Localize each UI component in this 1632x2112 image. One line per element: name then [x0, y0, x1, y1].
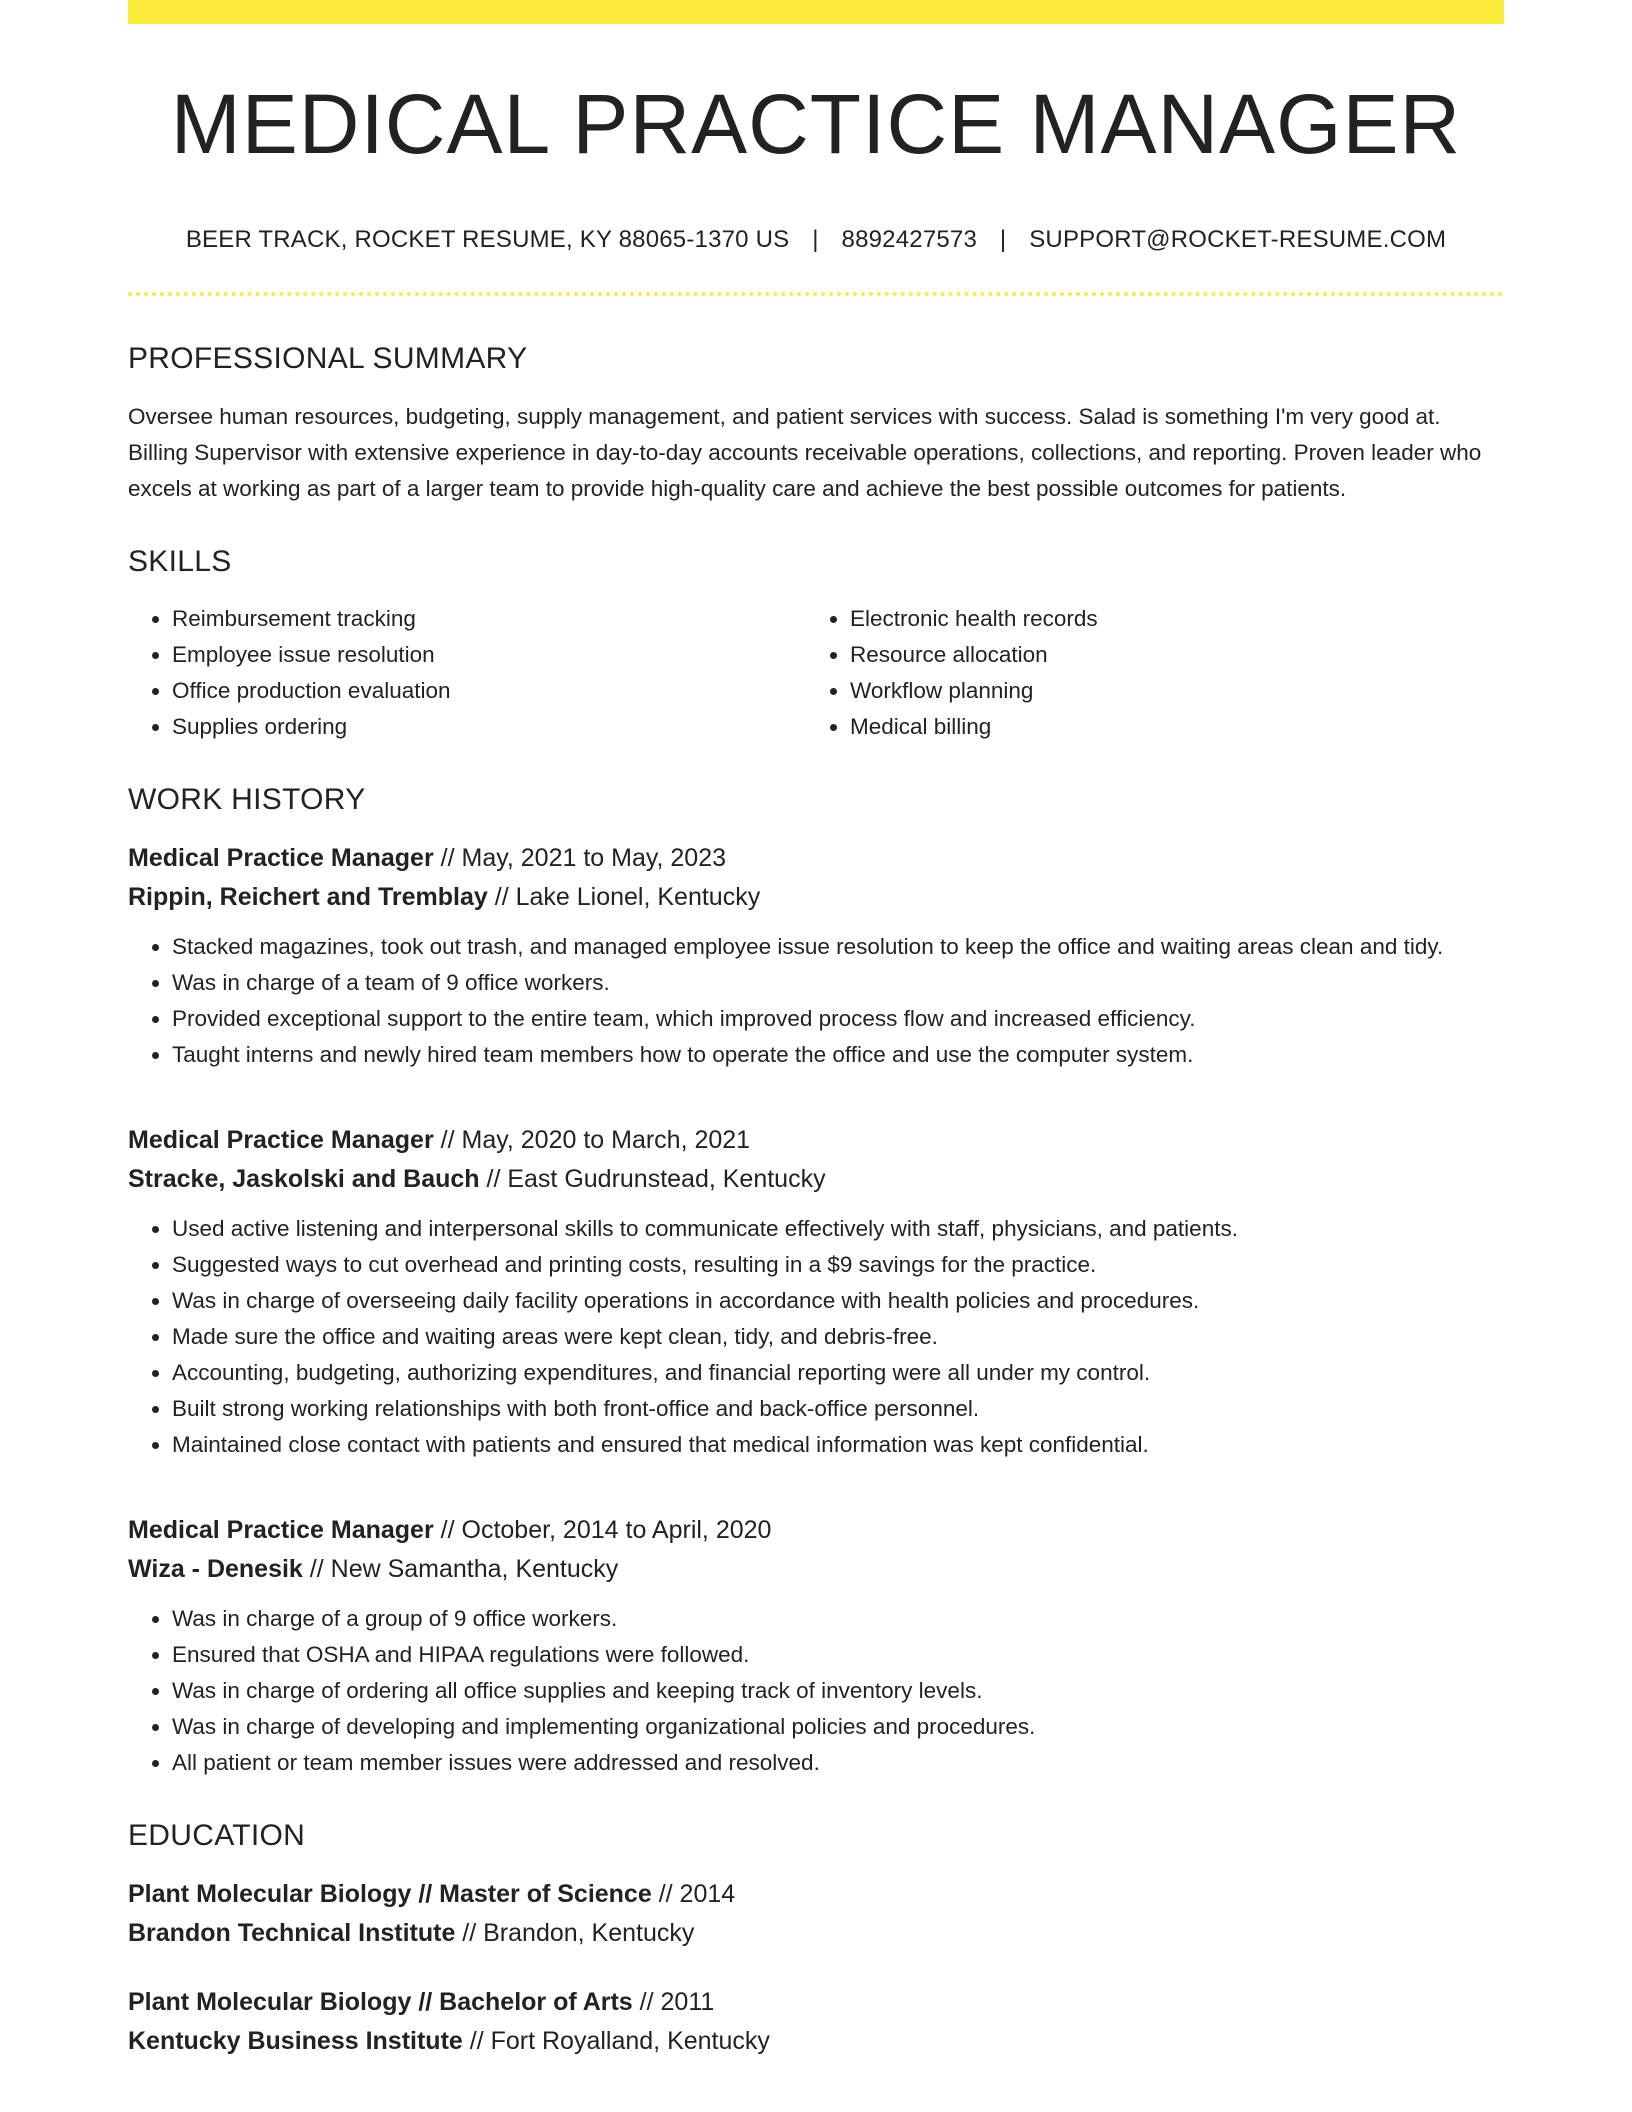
job-company-line — [128, 1550, 1504, 1589]
education-degree-line — [128, 1983, 1504, 2022]
skills-list — [128, 601, 1504, 745]
job-bullet: • Maintained close contact with patients and ensured that medical information was kept confidential. — [172, 1427, 1504, 1463]
resume-name: MEDICAL PRACTICE MANAGER — [170, 77, 1462, 171]
education-degree: Plant Molecular Biology // Bachelor of Arts — [128, 1988, 633, 2016]
skills-heading: SKILLS — [128, 545, 232, 578]
job-company: Stracke, Jaskolski and Bauch — [128, 1165, 480, 1193]
contact-separator: | — [812, 226, 819, 253]
job-bullets — [128, 929, 1504, 1073]
accent-bar — [128, 0, 1504, 24]
header-divider — [128, 292, 1504, 296]
skills-column-left — [128, 601, 806, 745]
job-bullet: • Made sure the office and waiting areas were kept clean, tidy, and debris-free. — [172, 1319, 1504, 1355]
job-title-line — [128, 839, 1504, 878]
job-title-line — [128, 1121, 1504, 1160]
education-degree: Plant Molecular Biology // Master of Science — [128, 1880, 652, 1908]
education-entry — [128, 1875, 1504, 1953]
skill-item: • Supplies ordering — [172, 709, 806, 745]
job-dates: // May, 2021 to May, 2023 — [440, 844, 726, 872]
job-bullet: • Accounting, budgeting, authorizing expenditures, and financial reporting were all under my control. — [172, 1355, 1504, 1391]
education-school: Kentucky Business Institute — [128, 2027, 463, 2055]
skill-item: • Workflow planning — [850, 673, 1484, 709]
job-bullet: • Provided exceptional support to the entire team, which improved process flow and increased efficiency. — [172, 1001, 1504, 1037]
job-dates: // October, 2014 to April, 2020 — [440, 1516, 772, 1544]
job-role: Medical Practice Manager — [128, 1126, 434, 1154]
job-bullet: • Was in charge of a group of 9 office workers. — [172, 1601, 1504, 1637]
education-entry — [128, 1983, 1504, 2061]
education-school-line — [128, 1914, 1504, 1953]
education-school: Brandon Technical Institute — [128, 1919, 456, 1947]
education-year: // 2014 — [658, 1880, 736, 1908]
education-location: // Brandon, Kentucky — [462, 1919, 695, 1947]
job-bullet: • All patient or team member issues were addressed and resolved. — [172, 1745, 1504, 1781]
skill-item: • Reimbursement tracking — [172, 601, 806, 637]
contact-email: SUPPORT@ROCKET-RESUME.COM — [1029, 226, 1447, 253]
contact-separator: | — [999, 226, 1007, 253]
summary-heading: PROFESSIONAL SUMMARY — [128, 342, 528, 375]
skill-item: • Electronic health records — [850, 601, 1484, 637]
job-location: // New Samantha, Kentucky — [309, 1555, 619, 1583]
job-entry — [128, 839, 1504, 1073]
skill-item: • Resource allocation — [850, 637, 1484, 673]
work-history-heading: WORK HISTORY — [128, 783, 366, 816]
job-role: Medical Practice Manager — [128, 844, 434, 872]
job-bullet: • Built strong working relationships with both front-office and back-office personnel. — [172, 1391, 1504, 1427]
job-entry — [128, 1121, 1504, 1463]
job-bullet: • Stacked magazines, took out trash, and managed employee issue resolution to keep the office and waiting areas clean and tidy. — [172, 929, 1504, 965]
job-title-line — [128, 1511, 1504, 1550]
job-bullet: • Was in charge of a team of 9 office workers. — [172, 965, 1504, 1001]
job-bullet: • Ensured that OSHA and HIPAA regulations were followed. — [172, 1637, 1504, 1673]
skill-item: • Medical billing — [850, 709, 1484, 745]
job-dates: // May, 2020 to March, 2021 — [440, 1126, 751, 1154]
job-bullet: • Suggested ways to cut overhead and printing costs, resulting in a $9 savings for the practice. — [172, 1247, 1504, 1283]
education-year: // 2011 — [639, 1988, 715, 2016]
job-entry — [128, 1511, 1504, 1781]
contact-line — [128, 228, 1504, 252]
contact-phone: 8892427573 — [841, 226, 978, 253]
education-heading: EDUCATION — [128, 1819, 306, 1852]
education-location: // Fort Royalland, Kentucky — [469, 2027, 770, 2055]
job-role: Medical Practice Manager — [128, 1516, 434, 1544]
education-school-line — [128, 2022, 1504, 2061]
education-degree-line — [128, 1875, 1504, 1914]
skills-column-right — [806, 601, 1484, 745]
skill-item: • Office production evaluation — [172, 673, 806, 709]
job-location: // Lake Lionel, Kentucky — [494, 883, 761, 911]
job-location: // East Gudrunstead, Kentucky — [486, 1165, 826, 1193]
job-bullet: • Was in charge of ordering all office supplies and keeping track of inventory levels. — [172, 1673, 1504, 1709]
job-bullet: • Was in charge of overseeing daily facility operations in accordance with health policies and procedures. — [172, 1283, 1504, 1319]
skill-item: • Employee issue resolution — [172, 637, 806, 673]
job-bullets — [128, 1211, 1504, 1463]
summary-text: Oversee human resources, budgeting, supply management, and patient services with success. Salad is something I'm very good at. Billing Supervisor with extensive experience in day-to-day accounts receivable operations, collections, and reporting. Proven leader who excels at working as part of a larger team to provide high-quality care and achieve the best possible outcomes for patients. — [128, 404, 1482, 501]
job-company-line — [128, 1160, 1504, 1199]
job-bullets — [128, 1601, 1504, 1781]
job-bullet: • Was in charge of developing and implementing organizational policies and procedures. — [172, 1709, 1504, 1745]
job-bullet: • Used active listening and interpersonal skills to communicate effectively with staff, physicians, and patients. — [172, 1211, 1504, 1247]
job-company-line — [128, 878, 1504, 917]
job-bullet: • Taught interns and newly hired team members how to operate the office and use the computer system. — [172, 1037, 1504, 1073]
job-company: Wiza - Denesik — [128, 1555, 303, 1583]
job-company: Rippin, Reichert and Tremblay — [128, 883, 488, 911]
resume-page — [128, 0, 1504, 2061]
contact-address: BEER TRACK, ROCKET RESUME, KY 88065-1370 US — [185, 226, 790, 253]
